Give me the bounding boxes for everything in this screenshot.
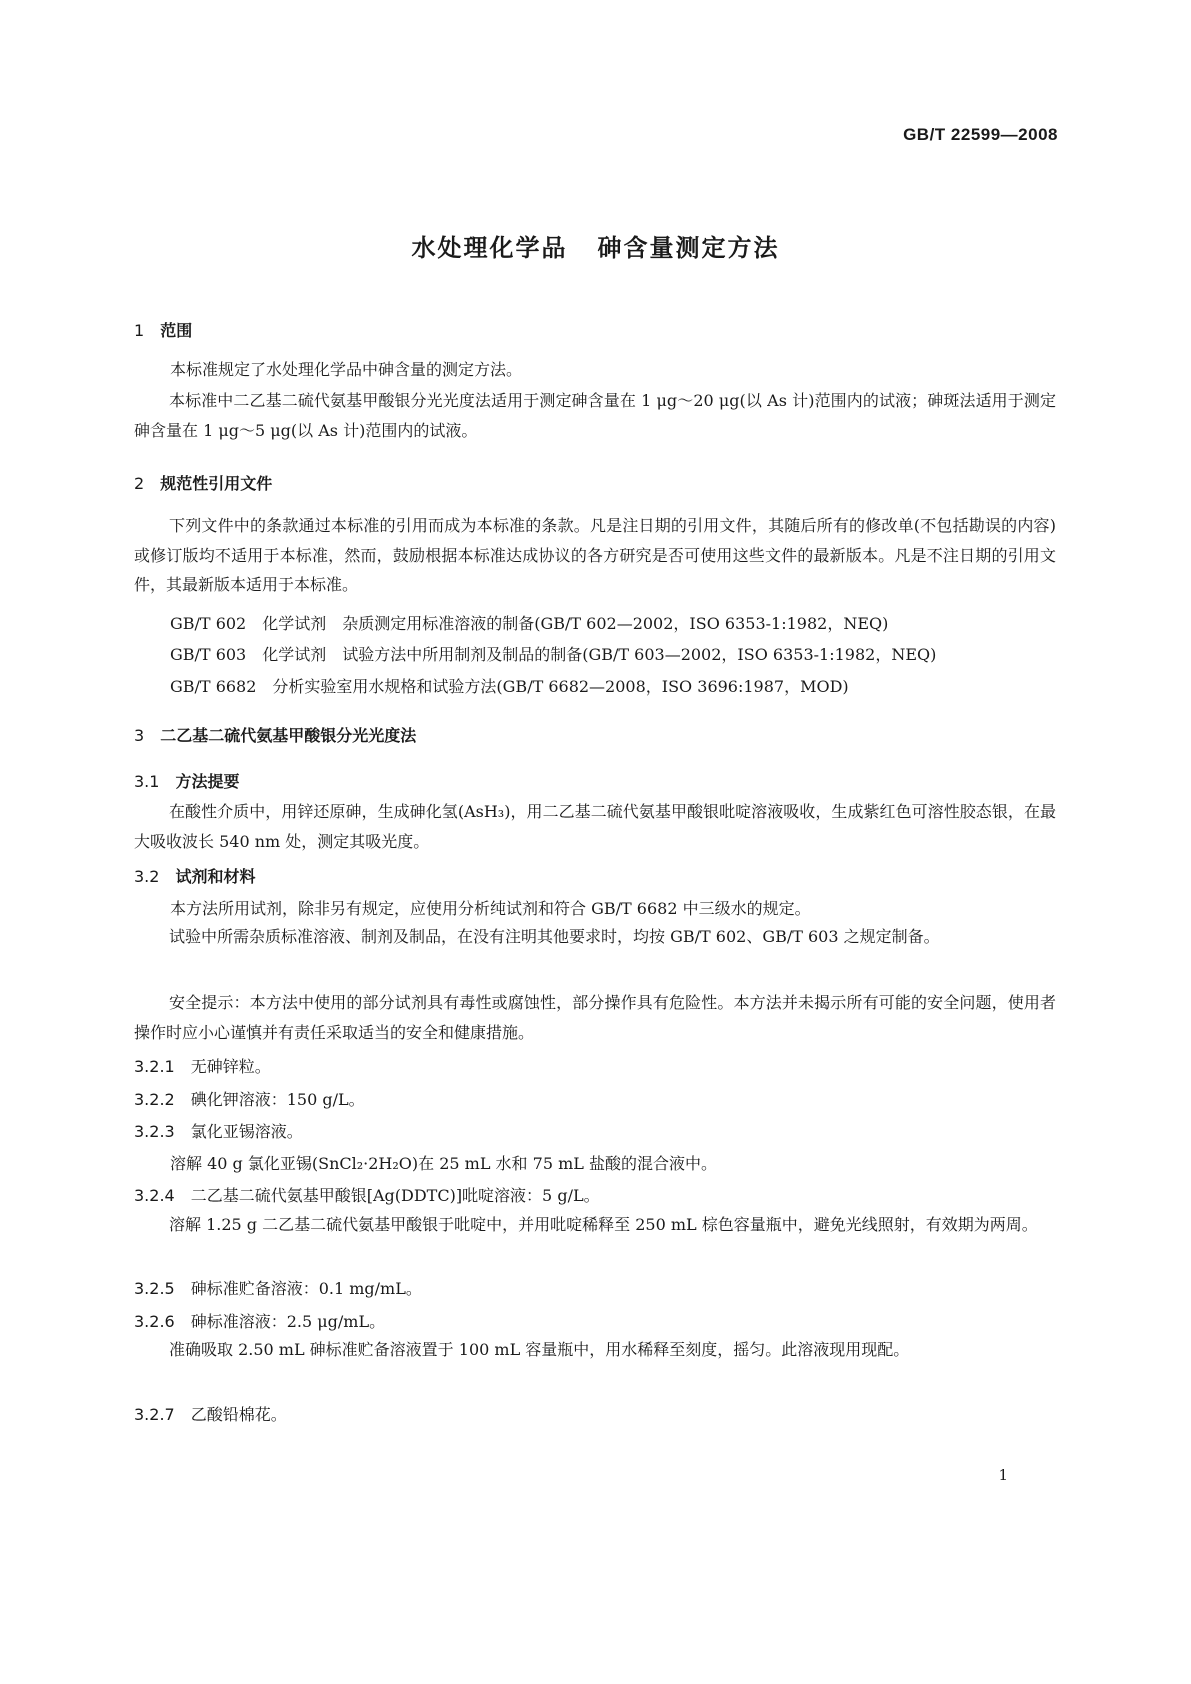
safety-notice-paragraph: 安全提示：本方法中使用的部分试剂具有毒性或腐蚀性，部分操作具有危险性。本方法并未揭示所有可能的安全问题，使用者操作时应小心谨慎并有责任采取适当的安全和健康措施。 bbox=[134, 993, 1056, 1042]
item-text: 砷标准贮备溶液：0.1 mg/mL。 bbox=[190, 1279, 422, 1298]
section-number: 3 bbox=[134, 726, 145, 745]
title-part2: 砷含量测定方法 bbox=[597, 234, 780, 262]
document-title bbox=[0, 228, 1191, 263]
item-text: 碘化钾溶液：150 g/L。 bbox=[190, 1090, 365, 1109]
item-3-2-3-detail: 溶解 40 g 氯化亚锡(SnCl₂·2H₂O)在 25 mL 水和 75 mL 盐酸的混合液中。 bbox=[170, 1154, 717, 1173]
item-3-2-6-detail: 准确吸取 2.50 mL 砷标准贮备溶液置于 100 mL 容量瓶中，用水稀释至刻度，摇匀。此溶液现用现配。 bbox=[169, 1340, 910, 1359]
section-1-paragraph: 本标准中二乙基二硫代氨基甲酸银分光光度法适用于测定砷含量在 1 μg～20 μg(以 As 计)范围内的试液；砷斑法适用于测定砷含量在 1 μg～5 μg(以 As 计)范围内的试液。 bbox=[134, 391, 1056, 440]
section-3-heading bbox=[134, 723, 416, 746]
section-number: 1 bbox=[134, 321, 145, 340]
item-text: 氯化亚锡溶液。 bbox=[190, 1122, 303, 1141]
section-number: 2 bbox=[134, 474, 145, 493]
section-title: 范围 bbox=[160, 321, 193, 340]
item-3-2-5 bbox=[134, 1276, 422, 1299]
subsection-3-2-line: 本方法所用试剂，除非另有规定，应使用分析纯试剂和符合 GB/T 6682 中三级水的规定。 bbox=[170, 899, 811, 918]
subsection-3-2-paragraph-1: 试验中所需杂质标准溶液、制剂及制品，在没有注明其他要求时，均按 GB/T 602、GB/T 603 之规定制备。 bbox=[169, 927, 940, 946]
item-number: 3.2.1 bbox=[134, 1057, 175, 1076]
reference-gbt602: GB/T 602 化学试剂 杂质测定用标准溶液的制备(GB/T 602—2002，ISO 6353-1:1982，NEQ) bbox=[170, 614, 889, 633]
section-title: 二乙基二硫代氨基甲酸银分光光度法 bbox=[160, 726, 417, 745]
item-number: 3.2.6 bbox=[134, 1312, 175, 1331]
item-text: 砷标准溶液：2.5 μg/mL。 bbox=[190, 1312, 386, 1331]
item-3-2-2 bbox=[134, 1087, 365, 1110]
item-3-2-3 bbox=[134, 1119, 303, 1142]
section-title: 规范性引用文件 bbox=[160, 474, 273, 493]
subsection-3-2-heading bbox=[134, 864, 255, 887]
section-2-paragraph: 下列文件中的条款通过本标准的引用而成为本标准的条款。凡是注日期的引用文件，其随后所有的修改单(不包括勘误的内容)或修订版均不适用于本标准，然而，鼓励根据本标准达成协议的各方研究是否可使用这些文件的最新版本。凡是不注日期的引用文件，其最新版本适用于本标准。 bbox=[134, 516, 1056, 594]
subsection-number: 3.1 bbox=[134, 772, 160, 791]
section-2-heading bbox=[134, 471, 272, 494]
subsection-3-1-heading bbox=[134, 769, 239, 792]
reference-gbt6682: GB/T 6682 分析实验室用水规格和试验方法(GB/T 6682—2008，ISO 3696:1987，MOD) bbox=[170, 677, 849, 696]
item-number: 3.2.7 bbox=[134, 1405, 175, 1424]
page-number: 1 bbox=[998, 1466, 1008, 1484]
item-3-2-1 bbox=[134, 1054, 271, 1077]
item-3-2-4 bbox=[134, 1183, 600, 1206]
item-text: 二乙基二硫代氨基甲酸银[Ag(DDTC)]吡啶溶液：5 g/L。 bbox=[190, 1186, 600, 1205]
item-number: 3.2.2 bbox=[134, 1090, 175, 1109]
section-1-line: 本标准规定了水处理化学品中砷含量的测定方法。 bbox=[170, 360, 523, 379]
item-number: 3.2.3 bbox=[134, 1122, 175, 1141]
item-number: 3.2.4 bbox=[134, 1186, 175, 1205]
section-1-heading bbox=[134, 318, 192, 341]
item-3-2-7 bbox=[134, 1402, 287, 1425]
reference-gbt603: GB/T 603 化学试剂 试验方法中所用制剂及制品的制备(GB/T 603—2002，ISO 6353-1:1982，NEQ) bbox=[170, 645, 937, 664]
subsection-3-1-paragraph: 在酸性介质中，用锌还原砷，生成砷化氢(AsH₃)，用二乙基二硫代氨基甲酸银吡啶溶液吸收，生成紫红色可溶性胶态银，在最大吸收波长 540 nm 处，测定其吸光度。 bbox=[134, 802, 1056, 851]
item-3-2-4-detail: 溶解 1.25 g 二乙基二硫代氨基甲酸银于吡啶中，并用吡啶稀释至 250 mL 棕色容量瓶中，避免光线照射，有效期为两周。 bbox=[169, 1215, 1038, 1234]
item-text: 无砷锌粒。 bbox=[190, 1057, 271, 1076]
subsection-title: 试剂和材料 bbox=[175, 867, 256, 886]
subsection-number: 3.2 bbox=[134, 867, 160, 886]
item-3-2-6 bbox=[134, 1309, 385, 1332]
title-part1: 水处理化学品 bbox=[411, 234, 568, 262]
item-number: 3.2.5 bbox=[134, 1279, 175, 1298]
standard-number: GB/T 22599—2008 bbox=[903, 125, 1058, 144]
subsection-title: 方法提要 bbox=[175, 772, 240, 791]
item-text: 乙酸铅棉花。 bbox=[190, 1405, 287, 1424]
